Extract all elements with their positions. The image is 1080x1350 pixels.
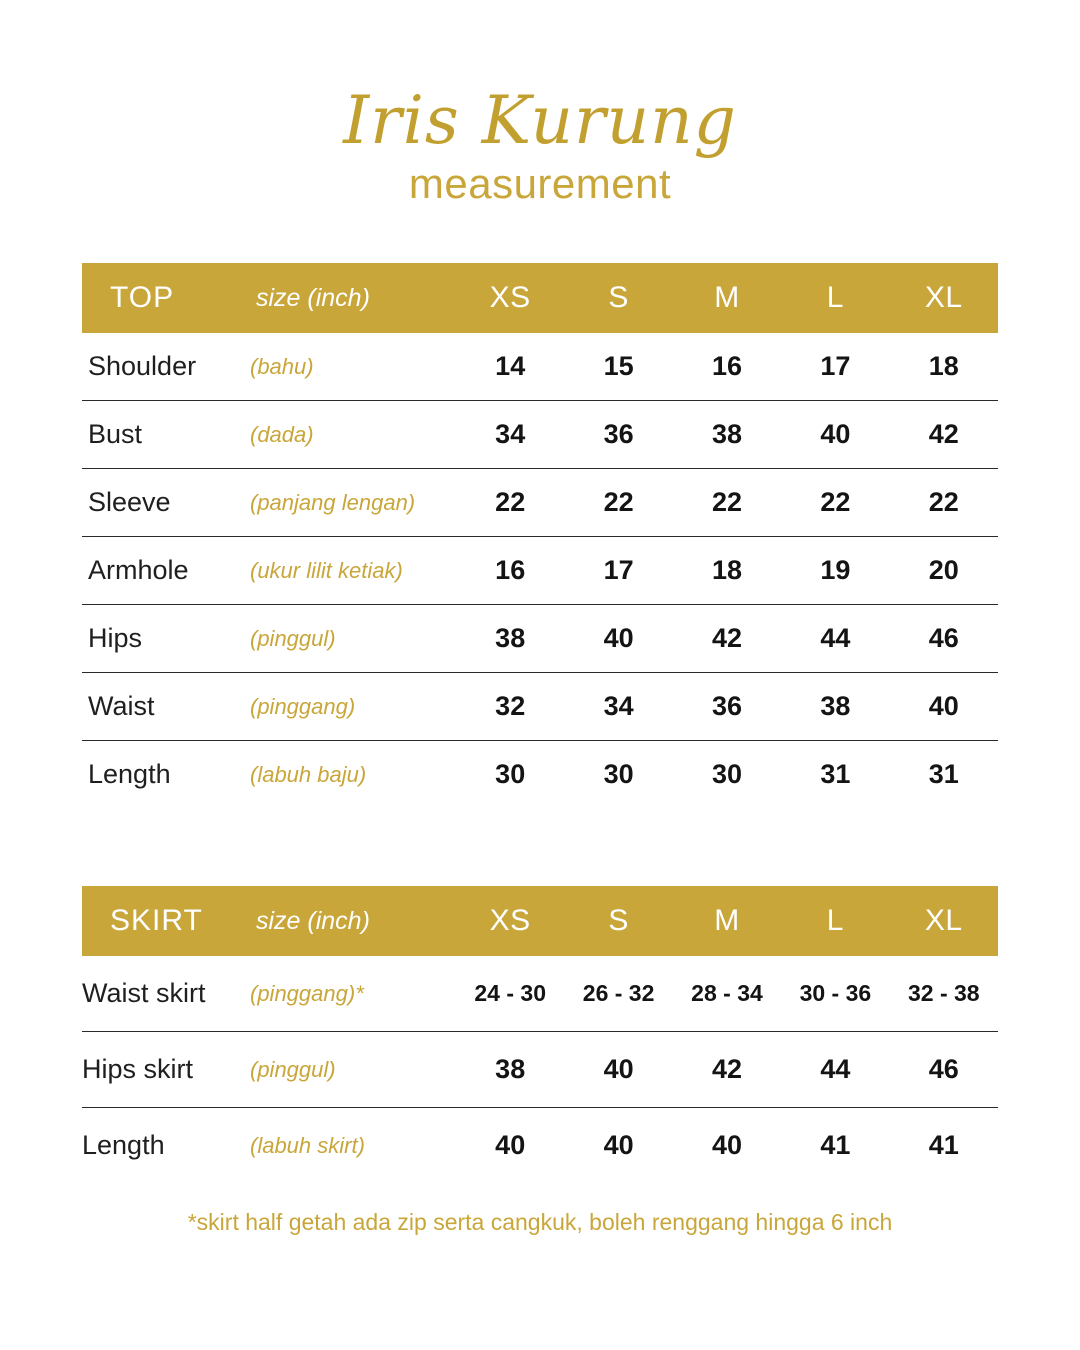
top-table-unit: size (inch) bbox=[250, 263, 456, 333]
row-malay-name: (pinggul) bbox=[250, 605, 456, 673]
row-name: Bust bbox=[82, 401, 250, 469]
row-name: Waist bbox=[82, 673, 250, 741]
cell-value: 20 bbox=[890, 537, 998, 605]
cell-value: 30 bbox=[603, 759, 634, 790]
cell-value: 32 bbox=[456, 673, 564, 741]
cell-value: 36 bbox=[564, 401, 672, 469]
row-name: Sleeve bbox=[82, 469, 250, 537]
skirt-size-header-l: L bbox=[781, 886, 889, 956]
cell-value: 22 bbox=[890, 469, 998, 537]
row-malay-name: (labuh baju) bbox=[250, 761, 367, 787]
table-row bbox=[82, 741, 998, 809]
cell-value: 34 bbox=[456, 401, 564, 469]
skirt-size-header-s: S bbox=[564, 886, 672, 956]
cell-value: 31 bbox=[820, 759, 851, 790]
cell-value: 22 bbox=[456, 469, 564, 537]
row-malay-name: (pinggang) bbox=[250, 673, 456, 741]
page-subtitle: measurement bbox=[408, 160, 672, 208]
cell-value: 38 bbox=[456, 1032, 564, 1108]
cell-value: 40 bbox=[564, 1032, 672, 1108]
cell-value: 41 bbox=[820, 1130, 851, 1161]
skirt-measurement-table bbox=[82, 886, 998, 1183]
cell-value: 41 bbox=[928, 1130, 959, 1161]
table-row bbox=[82, 673, 998, 741]
cell-value: 24 - 30 bbox=[456, 956, 564, 1032]
cell-value: 44 bbox=[781, 1032, 889, 1108]
cell-value: 18 bbox=[673, 537, 781, 605]
cell-value: 40 bbox=[495, 1130, 526, 1161]
cell-value: 46 bbox=[890, 1032, 998, 1108]
top-size-header-m: M bbox=[673, 263, 781, 333]
skirt-table-body bbox=[82, 956, 998, 1183]
cell-value: 22 bbox=[781, 469, 889, 537]
row-name: Waist skirt bbox=[82, 956, 250, 1032]
page-header bbox=[0, 0, 1080, 207]
top-table-head bbox=[82, 263, 998, 333]
cell-value: 28 - 34 bbox=[673, 956, 781, 1032]
cell-value: 34 bbox=[564, 673, 672, 741]
row-name: Shoulder bbox=[82, 333, 250, 401]
table-row bbox=[82, 605, 998, 673]
cell-value: 38 bbox=[456, 605, 564, 673]
cell-value: 22 bbox=[564, 469, 672, 537]
cell-value: 16 bbox=[456, 537, 564, 605]
cell-value: 40 bbox=[711, 1130, 742, 1161]
top-table-body bbox=[82, 333, 998, 808]
table-header-row bbox=[82, 263, 998, 333]
row-name: Length bbox=[88, 759, 171, 790]
table-row bbox=[82, 956, 998, 1032]
row-name: Armhole bbox=[82, 537, 250, 605]
skirt-measurement-table-wrap bbox=[82, 886, 998, 1183]
row-malay-name: (bahu) bbox=[250, 333, 456, 401]
cell-value: 31 bbox=[928, 759, 959, 790]
cell-value: 14 bbox=[456, 333, 564, 401]
section-spacer bbox=[0, 808, 1080, 886]
skirt-table-head bbox=[82, 886, 998, 956]
cell-value: 26 - 32 bbox=[564, 956, 672, 1032]
cell-value: 19 bbox=[781, 537, 889, 605]
top-size-header-s: S bbox=[564, 263, 672, 333]
cell-value: 40 bbox=[890, 673, 998, 741]
cell-value: 40 bbox=[564, 605, 672, 673]
row-malay-name: (pinggul) bbox=[250, 1032, 456, 1108]
footnote: *skirt half getah ada zip serta cangkuk, boleh renggang hingga 6 inch bbox=[187, 1209, 893, 1236]
table-header-row bbox=[82, 886, 998, 956]
cell-value: 38 bbox=[781, 673, 889, 741]
skirt-table-label: SKIRT bbox=[82, 886, 250, 956]
cell-value: 18 bbox=[890, 333, 998, 401]
cell-value: 15 bbox=[564, 333, 672, 401]
cell-value: 32 - 38 bbox=[890, 956, 998, 1032]
skirt-size-header-xl: XL bbox=[890, 886, 998, 956]
top-measurement-table bbox=[82, 263, 998, 808]
table-row bbox=[82, 401, 998, 469]
cell-value: 40 bbox=[781, 401, 889, 469]
row-malay-name: (pinggang)* bbox=[250, 956, 456, 1032]
top-table-label: TOP bbox=[82, 263, 250, 333]
cell-value: 30 - 36 bbox=[781, 956, 889, 1032]
row-name: Hips bbox=[82, 605, 250, 673]
cell-value: 22 bbox=[673, 469, 781, 537]
table-row bbox=[82, 537, 998, 605]
cell-value: 40 bbox=[603, 1130, 634, 1161]
cell-value: 30 bbox=[495, 759, 526, 790]
top-size-header-l: L bbox=[781, 263, 889, 333]
cell-value: 17 bbox=[781, 333, 889, 401]
table-row bbox=[82, 1108, 998, 1184]
row-malay-name: (panjang lengan) bbox=[250, 469, 456, 537]
cell-value: 46 bbox=[890, 605, 998, 673]
row-malay-name: (labuh skirt) bbox=[250, 1132, 365, 1158]
skirt-size-header-m: M bbox=[673, 886, 781, 956]
row-name: Hips skirt bbox=[82, 1032, 250, 1108]
skirt-table-unit: size (inch) bbox=[250, 886, 456, 956]
page-title: Iris Kurung bbox=[343, 82, 737, 159]
table-row bbox=[82, 1032, 998, 1108]
cell-value: 36 bbox=[673, 673, 781, 741]
cell-value: 42 bbox=[673, 1032, 781, 1108]
cell-value: 42 bbox=[673, 605, 781, 673]
cell-value: 17 bbox=[564, 537, 672, 605]
cell-value: 16 bbox=[673, 333, 781, 401]
cell-value: 38 bbox=[673, 401, 781, 469]
table-row bbox=[82, 469, 998, 537]
cell-value: 42 bbox=[890, 401, 998, 469]
skirt-size-header-xs: XS bbox=[456, 886, 564, 956]
cell-value: 30 bbox=[711, 759, 742, 790]
top-size-header-xs: XS bbox=[456, 263, 564, 333]
row-name: Length bbox=[82, 1130, 165, 1161]
row-malay-name: (dada) bbox=[250, 401, 456, 469]
row-malay-name: (ukur lilit ketiak) bbox=[250, 537, 456, 605]
top-size-header-xl: XL bbox=[890, 263, 998, 333]
top-measurement-table-wrap bbox=[82, 263, 998, 808]
table-row bbox=[82, 333, 998, 401]
cell-value: 44 bbox=[781, 605, 889, 673]
